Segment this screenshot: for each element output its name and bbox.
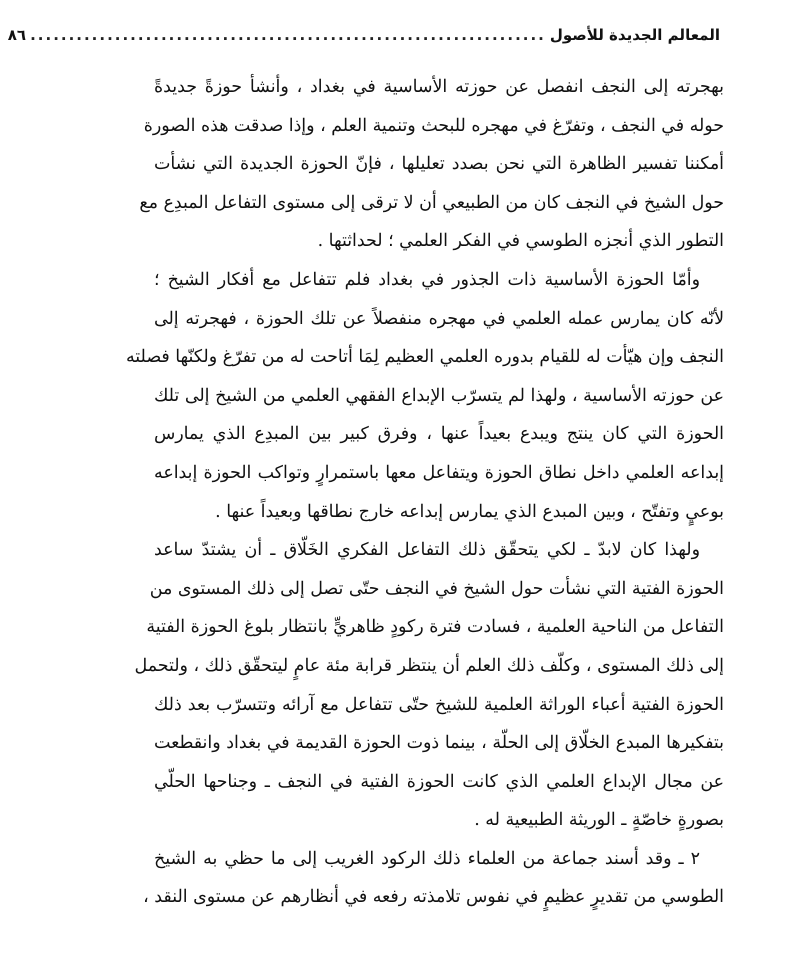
text-line: بهجرته إلى النجف انفصل عن حوزته الأساسية في بغداد ، وأنشأ حوزةً جديدةً [154, 77, 724, 97]
text-line: حول الشيخ في النجف كان من الطبيعي أن لا ترقى إلى مستوى التفاعل المبدِع مع [139, 192, 724, 213]
text-line: بصورةٍ خاصّةٍ ـ الوريثة الطبيعية له . [474, 810, 724, 831]
text-line: ولهذا كان لابدّ ـ لكي يتحقّق ذلك التفاعل الفكري الخَلّاق ـ أن يشتدّ ساعد [154, 540, 700, 561]
dot-leader: ................................................................... [30, 26, 546, 44]
text-line: التطور الذي أنجزه الطوسي في الفكر العلمي ؛ لحداثتها . [317, 231, 724, 252]
text-line: الطوسي من تقديرٍ عظيمٍ في نفوس تلامذته رفعه في أنظارهم عن مستوى النقد ، [143, 887, 724, 908]
text-line: ٢ ـ وقد أسند جماعة من العلماء ذلك الركود الغريب إلى ما حظي به الشيخ [154, 848, 700, 869]
body-text [125, 68, 724, 917]
book-title: المعالم الجديدة للأصول [549, 26, 720, 44]
text-line: عن مجال الإبداع العلمي الذي كانت الحوزة الفتية في النجف ـ وجناحها الحلّي [154, 771, 724, 792]
text-line: بوعيٍ وتفتّح ، وبين المبدع الذي يمارس إبداعه خارج نطاقها وبعيداً عنها . [215, 501, 724, 522]
text-line: الحوزة الفتية أعباء الوراثة العلمية للشيخ حتّى تتفاعل مع آرائه وتتسرّب بعد ذلك [154, 694, 724, 715]
text-line: أمكننا تفسير الظاهرة التي نحن بصدد تعليلها ، فإنّ الحوزة الجديدة التي نشأت [154, 154, 724, 175]
running-header [7, 22, 724, 48]
text-line: الحوزة الفتية التي نشأت حول الشيخ في النجف حتّى تصل إلى ذلك المستوى من [149, 578, 724, 599]
document-page [7, 22, 724, 917]
page-number: ٨٦ [7, 26, 27, 44]
text-line: وأمّا الحوزة الأساسية ذات الجذور في بغداد فلم تتفاعل مع أفكار الشيخ ؛ [154, 269, 700, 290]
text-line: إبداعه العلمي داخل نطاق الحوزة ويتفاعل معها باستمرارٍ وتواكب الحوزة إبداعه [154, 462, 724, 483]
text-line: النجف وإن هيّأت له للقيام بدوره العلمي العظيم لِمَا أتاحت له من تفرّغ ولكنّها فصلته [125, 347, 724, 368]
text-line: عن حوزته الأساسية ، ولهذا لم يتسرّب الإبداع الفقهي العلمي من الشيخ إلى تلك [154, 385, 724, 406]
text-line: لأنّه كان يمارس عمله العلمي في مهجره منفصلاً عن تلك الحوزة ، فهجرته إلى [154, 308, 724, 329]
text-line: حوله في النجف ، وتفرّغ في مهجره للبحث وتنمية العلم ، وإذا صدقت هذه الصورة [143, 115, 724, 136]
text-line: إلى ذلك المستوى ، وكلّف ذلك العلم أن ينتظر قرابة مئة عامٍ ليتحقّق ذلك ، ولتحمل [134, 655, 724, 676]
text-line: التفاعل من الناحية العلمية ، فسادت فترة ركودٍ ظاهريٍّ بانتظار بلوغ الحوزة الفتية [146, 617, 724, 638]
text-line: الحوزة التي كان ينتج ويبدع بعيداً عنها ، وفرق كبير بين المبدِع الذي يمارس [154, 424, 724, 445]
text-line: بتفكيرها المبدع الخلّاق إلى الحلّة ، بينما ذوت الحوزة القديمة في بغداد وانقطعت [154, 733, 724, 754]
